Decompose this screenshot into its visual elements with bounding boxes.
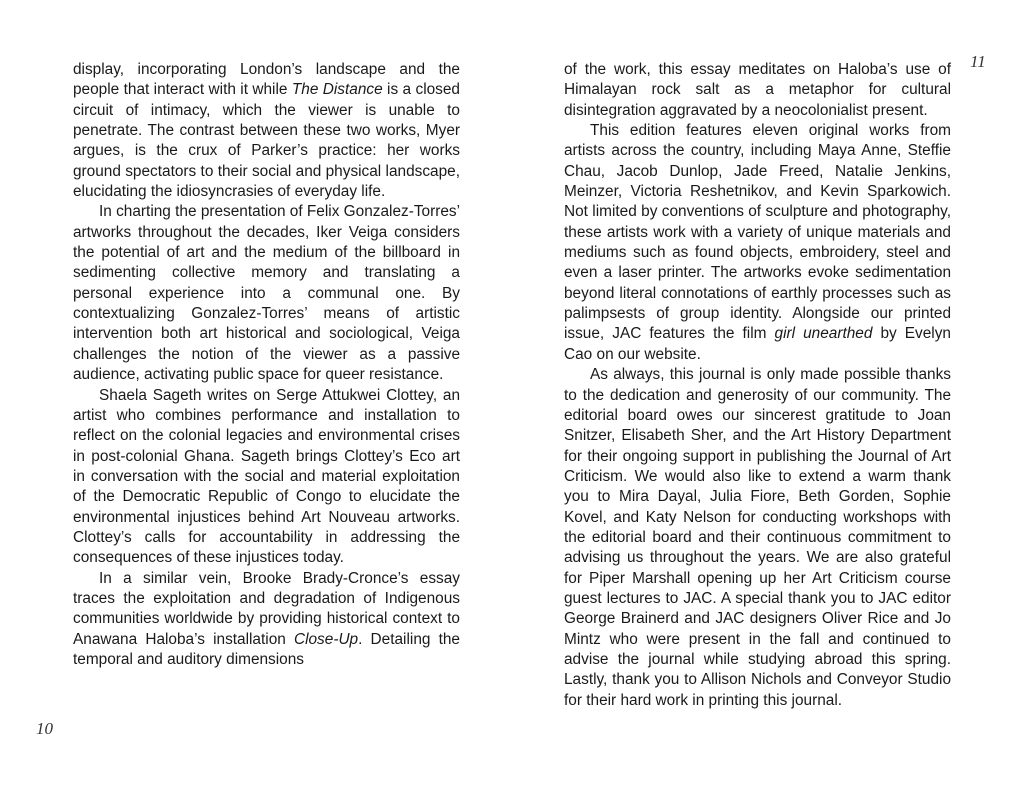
paragraph: Shaela Sageth writes on Serge Attukwei Clottey, an artist who combines performance and installation to reflect on the colonial legacies and environmental crises in post-colonial Ghana. Sageth brings Clottey’s Eco art in conversation with the social and material exploitation of the Democratic Republic of Congo to elucidate the environmental injustices behind Art Nouveau artworks. Clottey’s calls for accountability in addressing the consequences of these injustices today. <box>73 386 460 567</box>
paragraph-text: by Evelyn Cao on our website. <box>564 325 951 363</box>
page-number-left: 10 <box>36 719 53 738</box>
film-title: girl unearthed <box>774 325 873 343</box>
right-column <box>564 60 951 711</box>
paragraph <box>73 60 460 202</box>
paragraph: of the work, this essay meditates on Haloba’s use of Himalayan rock salt as a metaphor for cultural disintegration aggravated by a neocolonialist present. <box>564 61 951 119</box>
paragraph-text: This edition features eleven original works from artists across the country, including Maya Anne, Steffie Chau, Jacob Dunlop, Jade Freed, Natalie Jenkins, Meinzer, Victoria Reshetnikov, and Kevin Sparkowich. Not limited by conventions of sculpture and photography, these artists work with a variety of unique materials and mediums such as found objects, embroidery, steel and even a laser printer. The artworks evoke sedimentation beyond literal connotations of earthly processes such as palimpsests of group identity. Alongside our printed issue, JAC features the film <box>564 122 951 343</box>
paragraph: As always, this journal is only made possible thanks to the dedication and generosity of our community. The editorial board owes our sincerest gratitude to Joan Snitzer, Elisabeth Sher, and the Art History Department for their ongoing support in publishing the Journal of Art Criticism. We would also like to extend a warm thank you to Mira Dayal, Julia Fiore, Beth Gorden, Sophie Kovel, and Katy Nelson for conducting workshops with the editorial board and their continuous commitment to advising us throughout the years. We are also grateful for Piper Marshall opening up her Art Criticism course guest lectures to JAC. A special thank you to JAC editor George Brainerd and JAC designers Oliver Rice and Jo Mintz who were present in the fall and continued to advise the journal while studying abroad this spring. Lastly, thank you to Allison Nichols and Conveyor Studio for their hard work in printing this journal. <box>564 366 951 709</box>
artwork-title: The Distance <box>291 81 383 99</box>
paragraph-text: In a similar vein, Brooke Brady-Cronce’s essay traces the exploitation and degradation of Indigenous communities worldwide by providing historical context to Anawana Haloba’s installation <box>73 569 460 648</box>
paragraph: In charting the presentation of Felix Gonzalez-Torres’ artworks throughout the decades, Iker Veiga considers the potential of art and the medium of the billboard in sedimenting collective memory and translating a personal experience into a communal one. By contextualizing Gonzalez-Torres’ means of artistic intervention both art historical and sociological, Veiga challenges the notion of the viewer as a passive audience, activating public space for queer resistance. <box>73 203 461 384</box>
paragraph <box>73 569 460 671</box>
paragraph-text: . Detailing the temporal and auditory dimensions <box>73 630 460 668</box>
left-column <box>73 60 460 670</box>
page-number-right: 11 <box>970 52 986 71</box>
paragraph-text: is a closed circuit of intimacy, which the viewer is unable to penetrate. The contrast between these two works, Myer argues, is the crux of Parker’s practice: her works ground spectators to their social and physical landscape, elucidating the idiosyncrasies of everyday life. <box>73 81 460 201</box>
paragraph-text: display, incorporating London’s landscape and the people that interact with it while <box>73 61 460 99</box>
artwork-title: Close-Up <box>293 630 359 648</box>
paragraph <box>564 121 951 365</box>
